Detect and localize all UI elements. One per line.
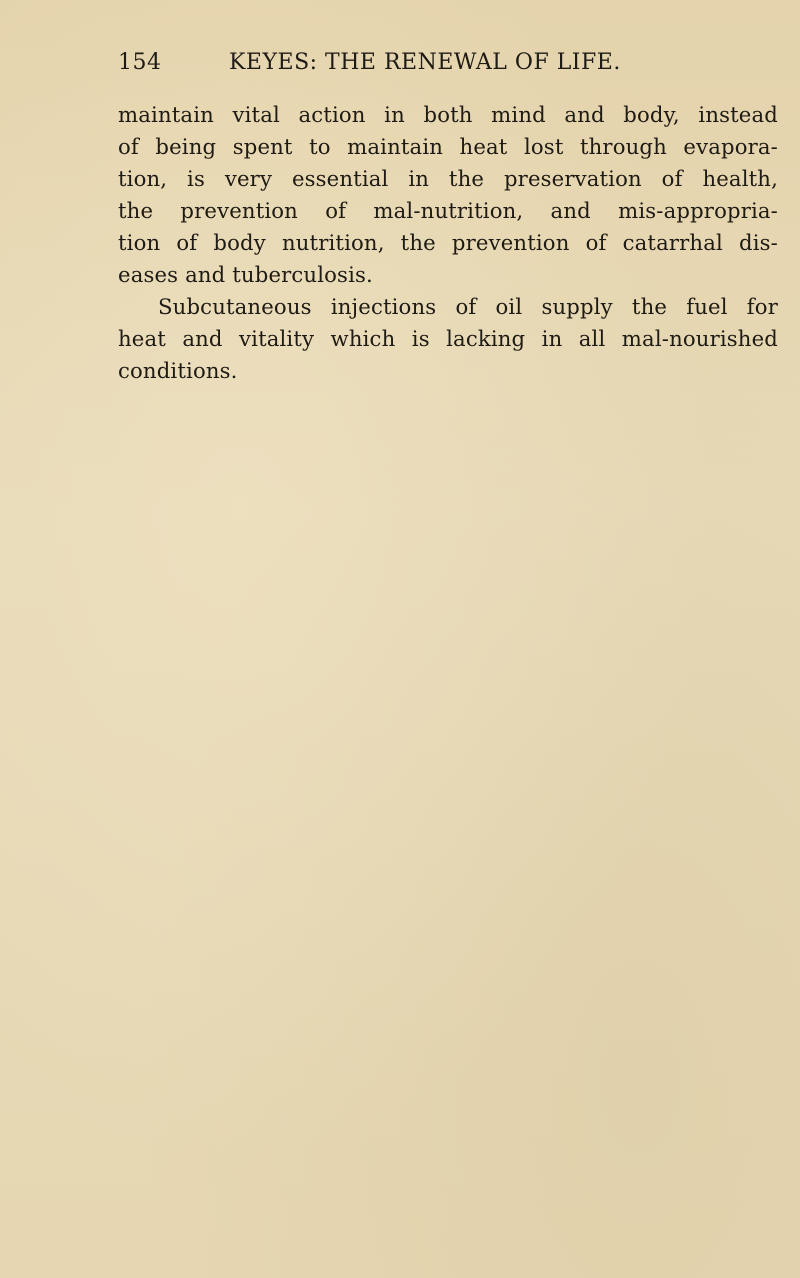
text-line: conditions.	[118, 358, 238, 383]
text-line: of being spent to maintain heat lost through evapora-	[118, 134, 778, 159]
text-line: eases and tuberculosis.	[118, 262, 373, 287]
page-number: 154	[118, 50, 162, 75]
text-line: heat and vitality which is lacking in all mal-nourished	[118, 326, 778, 351]
paragraph	[118, 291, 778, 387]
text-line: tion of body nutrition, the prevention of catarrhal dis-	[118, 230, 778, 255]
text-line: maintain vital action in both mind and body, instead	[118, 102, 778, 127]
text-line: the prevention of mal-nutrition, and mis-appropria-	[118, 198, 778, 223]
body-text	[118, 99, 778, 387]
running-head	[118, 50, 670, 84]
text-line: tion, is very essential in the preservation of health,	[118, 166, 778, 191]
text-line: Subcutaneous injections of oil supply the fuel for	[158, 294, 778, 319]
running-head-title: KEYES: THE RENEWAL OF LIFE.	[229, 50, 621, 75]
paragraph	[118, 99, 778, 291]
